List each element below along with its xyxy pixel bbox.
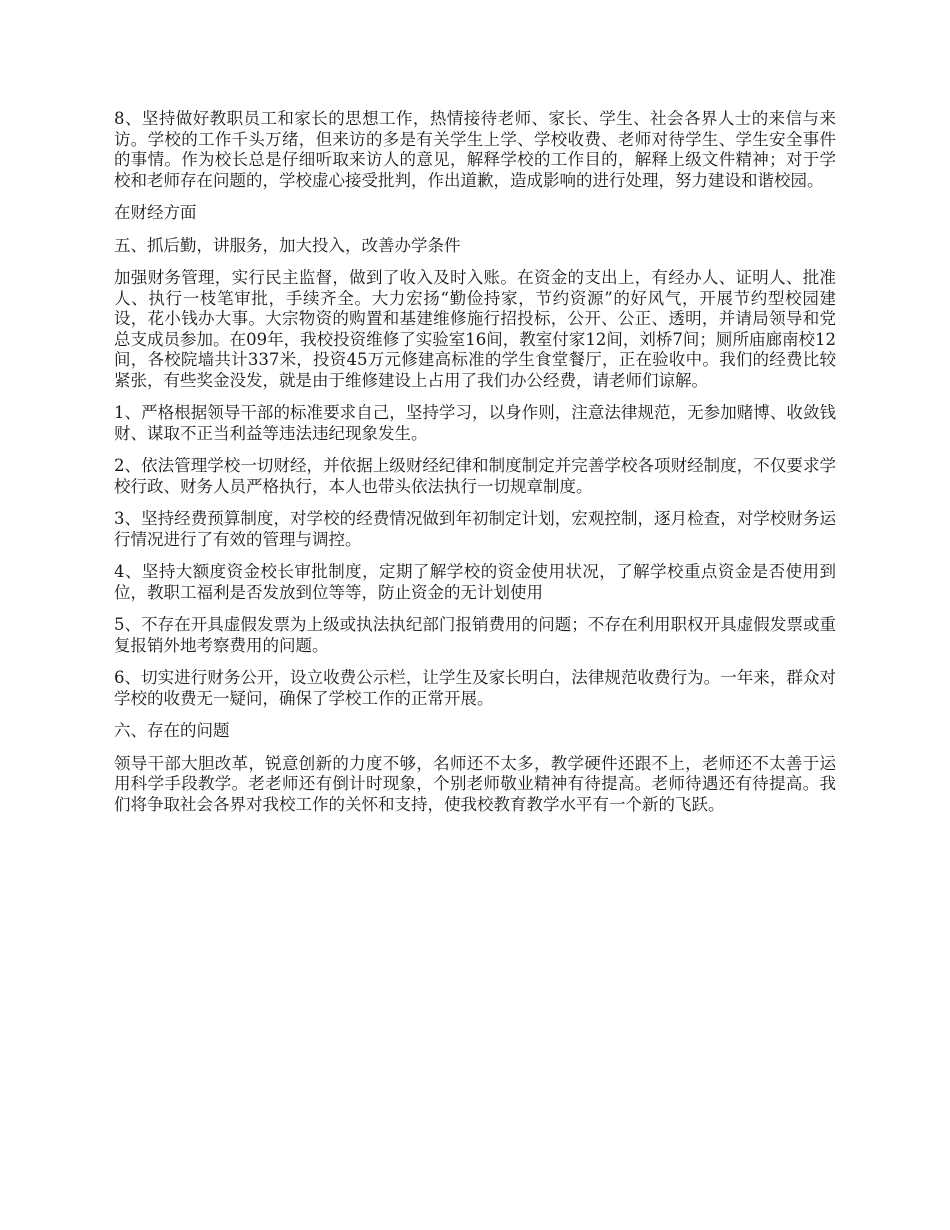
list-item-1: 1、严格根据领导干部的标准要求自己，坚持学习，以身作则，注意法律规范，无参加赌博、收敛钱财、谋取不正当利益等违法违纪现象发生。	[114, 403, 836, 443]
list-item-5: 5、不存在开具虚假发票为上级或执法执纪部门报销费用的问题；不存在利用职权开具虚假发票或重复报销外地考察费用的问题。	[114, 615, 836, 655]
paragraph-problems: 领导干部大胆改革，锐意创新的力度不够，名师还不太多，教学硬件还跟不上，老师还不太善于运用科学手段教学。老老师还有倒计时现象，个别老师敬业精神有待提高。老师待遇还有待提高。我们将争取社会各界对我校工作的关怀和支持，使我校教育教学水平有一个新的飞跃。	[114, 753, 836, 814]
list-item-3: 3、坚持经费预算制度，对学校的经费情况做到年初制定计划，宏观控制，逐月检查，对学校财务运行情况进行了有效的管理与调控。	[114, 509, 836, 549]
section-heading-logistics: 五、抓后勤，讲服务，加大投入，改善办学条件	[114, 235, 461, 255]
list-item-4: 4、坚持大额度资金校长审批制度，定期了解学校的资金使用状况，了解学校重点资金是否使用到位，教职工福利是否发放到位等等，防止资金的无计划使用	[114, 562, 836, 602]
section-label-finance: 在财经方面	[114, 203, 197, 222]
paragraph-financial-management: 加强财务管理，实行民主监督，做到了收入及时入账。在资金的支出上，有经办人、证明人、批准人、执行一枝笔审批，手续齐全。大力宏扬“勤俭持家，节约资源”的好风气，开展节约型校园建设，花小钱办大事。大宗物资的购置和基建维修施行招投标，公开、公正、透明，并请局领导和党总支成员参加。在09年，我校投资维修了实验室16间，教室付家12间，刘桥7间；厕所庙廊南校12间，各校院墙共计337米，投资45万元修建高标准的学生食堂餐厅，正在验收中。我们的经费比较紧张，有些奖金没发，就是由于维修建设上占用了我们办公经费，请老师们谅解。	[114, 268, 836, 390]
list-item-6: 6、切实进行财务公开，设立收费公示栏，让学生及家长明白，法律规范收费行为。一年来，群众对学校的收费无一疑问，确保了学校工作的正常开展。	[114, 668, 836, 708]
paragraph-item-8-ideological-work: 8、坚持做好教职员工和家长的思想工作，热情接待老师、家长、学生、社会各界人士的来信与来访。学校的工作千头万绪，但来访的多是有关学生上学、学校收费、老师对待学生、学生安全事件的事情。作为校长总是仔细听取来访人的意见，解释学校的工作目的，解释上级文件精神；对于学校和老师存在问题的，学校虚心接受批判，作出道歉，造成影响的进行处理，努力建设和谐校园。	[114, 109, 836, 190]
document-body	[114, 109, 836, 827]
section-heading-problems: 六、存在的问题	[114, 721, 230, 740]
list-item-2: 2、依法管理学校一切财经，并依据上级财经纪律和制度制定并完善学校各项财经制度，不仅要求学校行政、财务人员严格执行，本人也带头依法执行一切规章制度。	[114, 456, 836, 496]
